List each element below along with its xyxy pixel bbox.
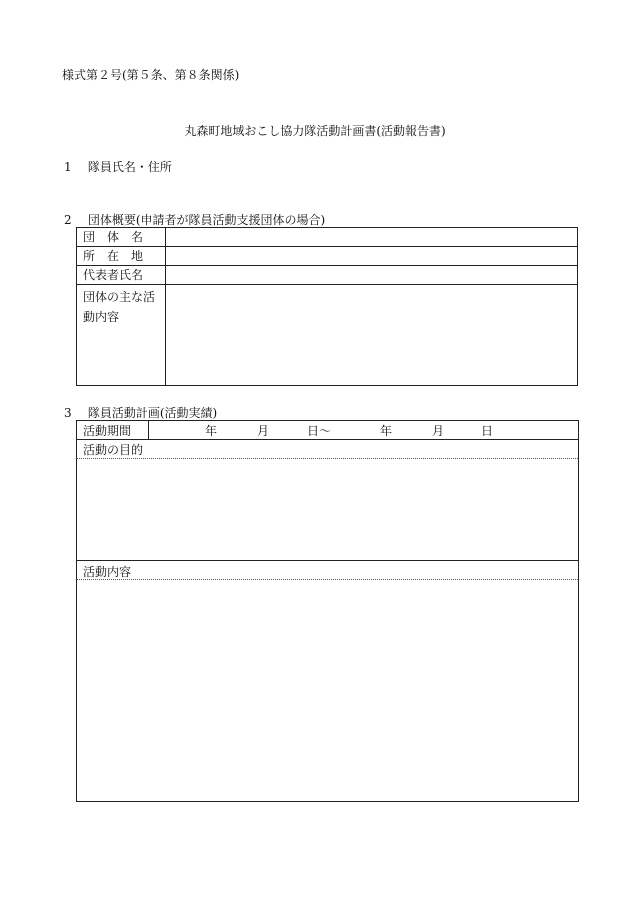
organization-table (76, 227, 578, 386)
section-2-heading (64, 211, 325, 228)
section-1-label: 隊員氏名・住所 (87, 160, 172, 174)
section-1-heading (64, 158, 172, 175)
section-3-number: 3 (64, 406, 72, 420)
activity-purpose-field[interactable] (77, 459, 578, 559)
activity-period-row (77, 421, 578, 440)
activity-plan-box (76, 420, 579, 802)
org-name-label: 団体名 (77, 228, 166, 247)
start-day-unit: 日～ (307, 424, 332, 438)
main-activities-label: 団体の主な活動内容 (77, 285, 166, 386)
activity-content-field[interactable] (77, 580, 578, 800)
section-2-number: 2 (64, 213, 72, 227)
activity-period-label: 活動期間 (83, 424, 132, 438)
org-address-field[interactable] (166, 247, 578, 266)
org-address-label: 所在地 (77, 247, 166, 266)
org-name-field[interactable] (166, 228, 578, 247)
section-2-label: 団体概要(申請者が隊員活動支援団体の場合) (87, 213, 326, 227)
divider (77, 560, 578, 561)
section-3-label: 隊員活動計画(活動実績) (87, 406, 218, 420)
table-row (77, 228, 578, 247)
main-activities-field[interactable] (166, 285, 578, 386)
form-number: 様式第２号(第５条、第８条関係) (62, 68, 240, 82)
document-title: 丸森町地域おこし協力隊活動計画書(活動報告書) (184, 124, 446, 138)
section-3-heading (64, 404, 217, 421)
end-day-unit: 日 (481, 424, 494, 438)
representative-label: 代表者氏名 (77, 266, 166, 285)
divider (148, 421, 149, 439)
table-row (77, 285, 578, 386)
start-month-unit: 月 (257, 424, 270, 438)
representative-field[interactable] (166, 266, 578, 285)
activity-content-label: 活動内容 (83, 565, 132, 579)
table-row (77, 266, 578, 285)
end-month-unit: 月 (432, 424, 445, 438)
end-year-unit: 年 (380, 424, 393, 438)
activity-purpose-label: 活動の目的 (83, 443, 144, 457)
table-row (77, 247, 578, 266)
section-1-number: 1 (64, 160, 72, 174)
start-year-unit: 年 (205, 424, 218, 438)
